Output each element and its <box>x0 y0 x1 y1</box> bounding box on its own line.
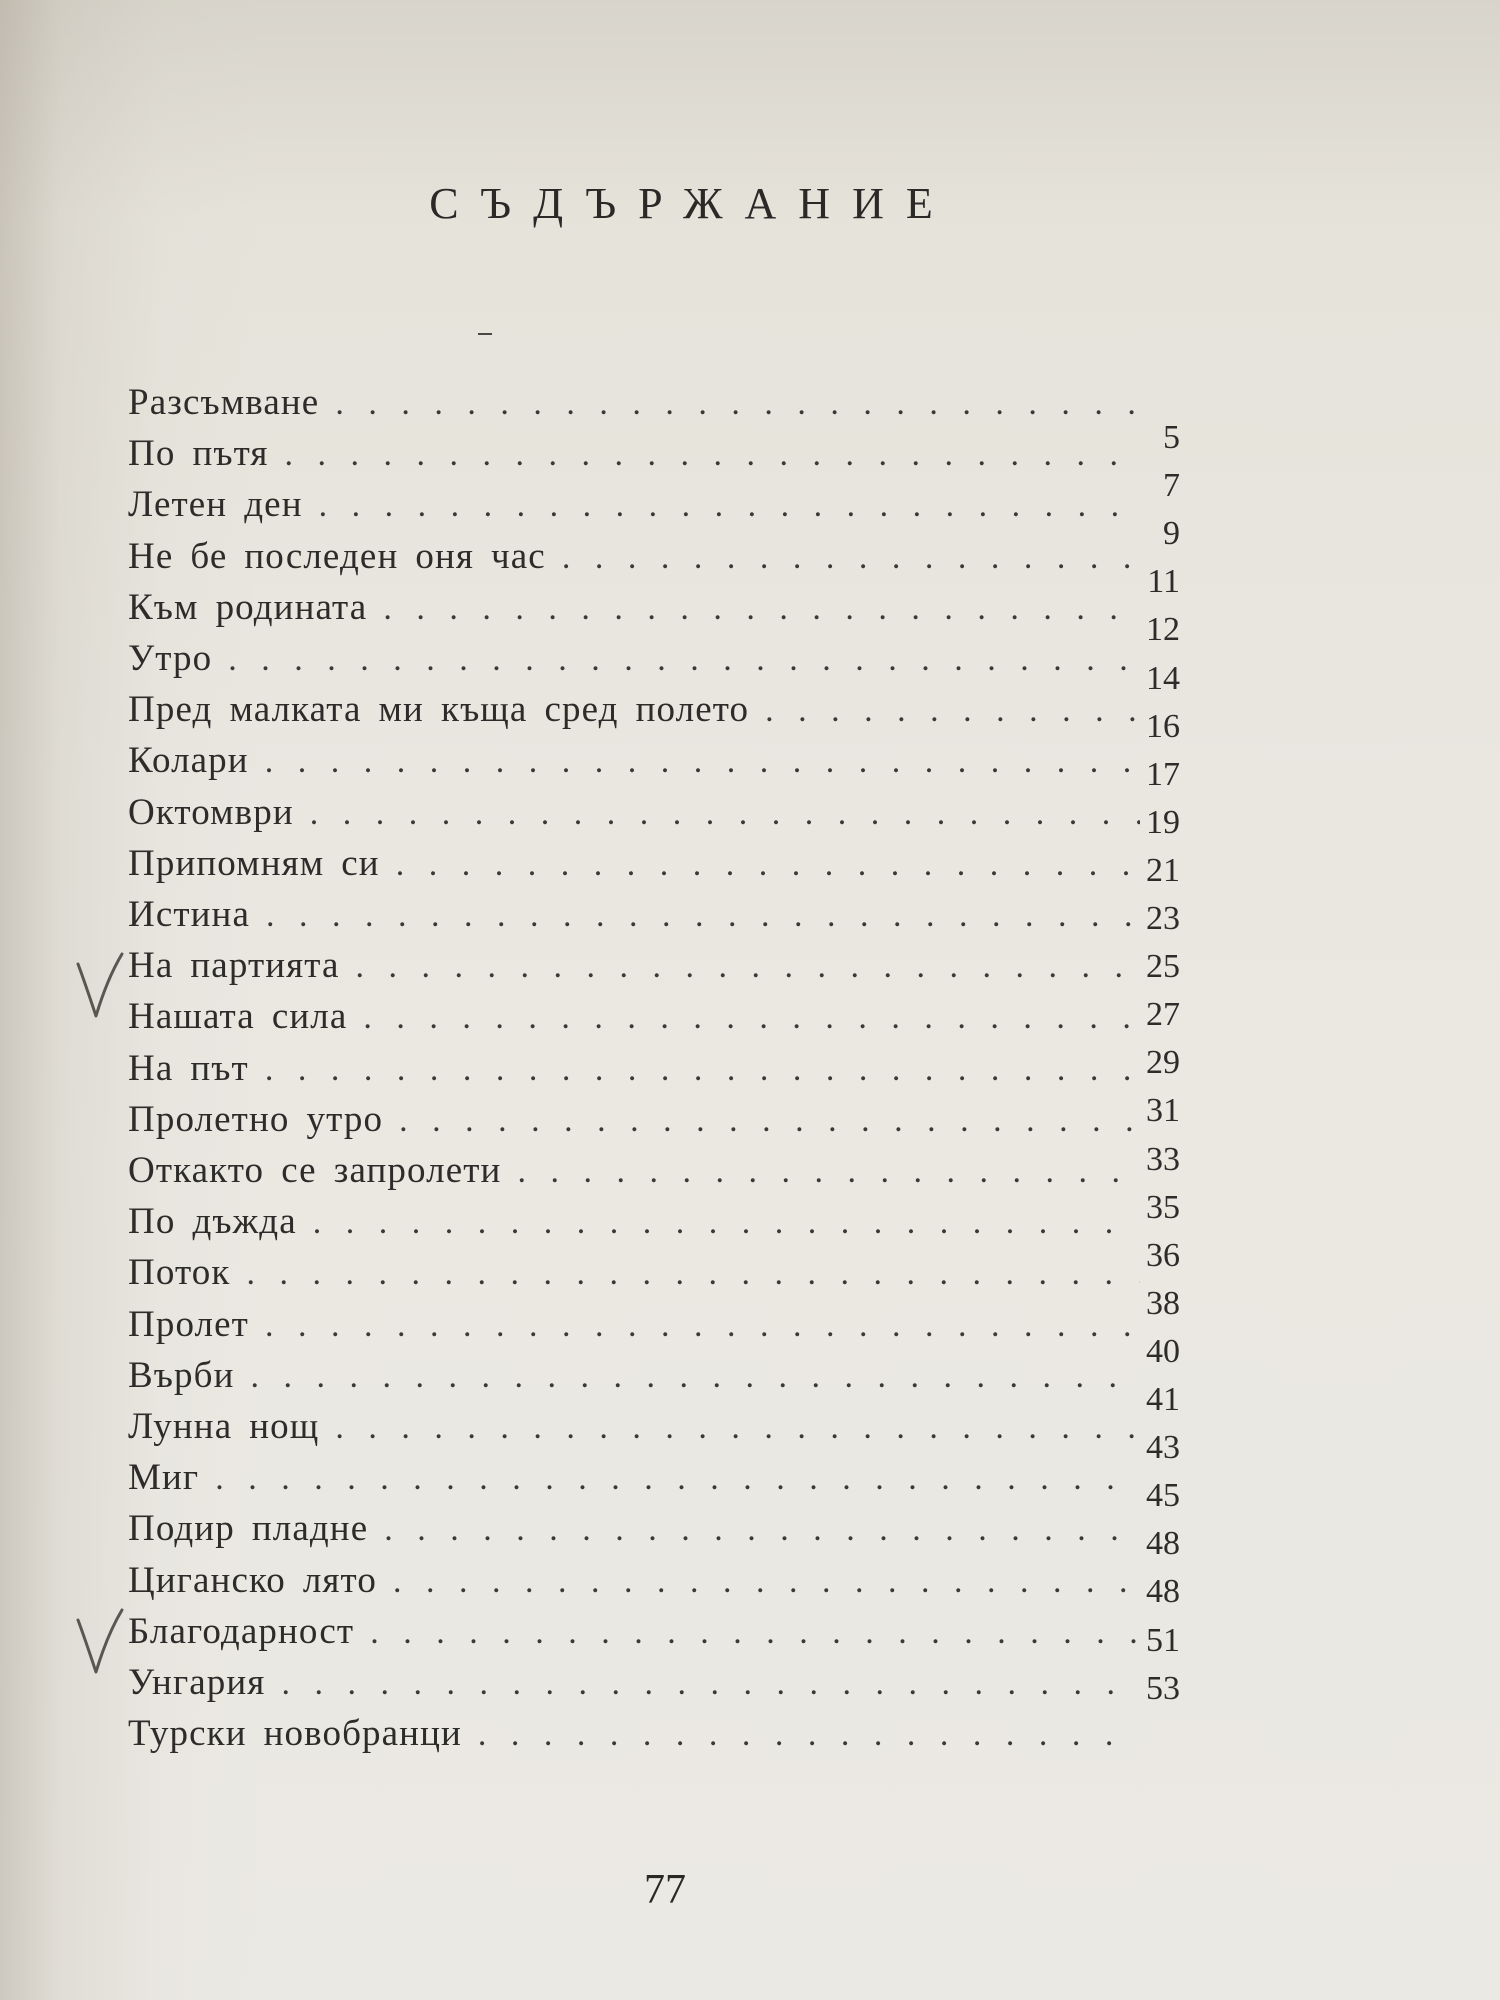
toc-page-number: 16 <box>1146 707 1180 745</box>
toc-entry <box>128 531 1140 582</box>
toc-page-number: 19 <box>1146 803 1180 841</box>
toc-page-number: 17 <box>1146 755 1180 793</box>
toc-page-number: 23 <box>1146 900 1180 937</box>
toc-entry-title: Унгария <box>128 1662 266 1703</box>
toc-entry <box>128 1606 1140 1657</box>
toc-entry-title: Пред малката ми къща сред полето <box>128 689 750 731</box>
toc-entry <box>128 838 1140 889</box>
toc-entry <box>128 1043 1140 1094</box>
dot-leader <box>562 532 1140 583</box>
toc-entry <box>128 1503 1140 1554</box>
dot-leader <box>266 890 1140 941</box>
dot-leader <box>356 941 1140 992</box>
toc-page-number: 40 <box>1146 1332 1180 1370</box>
toc-entry <box>128 582 1140 633</box>
toc-page-number: 36 <box>1146 1236 1180 1274</box>
toc-entry <box>128 1401 1140 1452</box>
dot-leader <box>396 839 1140 890</box>
toc-page-number: 27 <box>1146 996 1180 1034</box>
toc-entry <box>128 1094 1140 1145</box>
dot-leader <box>265 736 1140 787</box>
toc-page-number: 53 <box>1146 1669 1180 1707</box>
toc-entry-title: Миг <box>128 1457 200 1499</box>
toc-entry <box>128 991 1140 1042</box>
toc-entry <box>128 684 1140 735</box>
dot-leader <box>765 685 1140 736</box>
toc-page-number: 35 <box>1146 1188 1180 1226</box>
toc-page-number: 29 <box>1146 1044 1180 1082</box>
toc-entry-title: Не бе последен оня час <box>128 535 546 577</box>
toc-entry-title: Октомври <box>128 791 294 833</box>
dot-leader <box>281 1658 1140 1709</box>
toc-entry-title: Утро <box>128 638 213 679</box>
toc-entry-title: Нашата сила <box>128 996 348 1038</box>
toc-entry-title: Върби <box>128 1354 235 1396</box>
toc-page-number: 33 <box>1146 1140 1180 1178</box>
toc-entry-title: Подир пладне <box>128 1508 369 1550</box>
dot-leader <box>215 1453 1140 1504</box>
toc-entry <box>128 479 1140 530</box>
dot-leader <box>251 1351 1141 1402</box>
toc-entry-title: Разсъмване <box>128 382 320 423</box>
dot-leader <box>370 1607 1140 1658</box>
toc-page-number: 7 <box>1163 467 1180 505</box>
dot-leader <box>265 1300 1140 1351</box>
toc-entry-title: На партията <box>128 945 340 987</box>
toc-entry-title: Пролет <box>128 1303 249 1345</box>
dot-leader <box>285 429 1140 480</box>
toc-page-number: 51 <box>1146 1621 1180 1659</box>
toc-entry-title: Благодарност <box>128 1610 355 1652</box>
toc-entry <box>128 1247 1140 1298</box>
dot-leader <box>335 1402 1140 1453</box>
toc-entry <box>128 1452 1140 1503</box>
toc-entry-title: Пролетно утро <box>128 1098 384 1140</box>
page-title: СЪДЪРЖАНИЕ <box>429 179 955 228</box>
divider-dash <box>478 333 492 335</box>
toc-entry-title: По пътя <box>128 433 269 475</box>
toc-entry-title: Към родината <box>128 586 368 628</box>
dot-leader <box>393 1556 1140 1607</box>
dot-leader <box>265 1044 1140 1095</box>
toc-entry-title: Припомням си <box>128 842 380 884</box>
toc-page-number: 25 <box>1146 948 1180 986</box>
dot-leader <box>310 788 1140 839</box>
check-mark-icon <box>74 1606 126 1678</box>
toc-page-number: 48 <box>1146 1525 1180 1563</box>
toc-entry <box>128 787 1140 838</box>
toc-entry-title: Колари <box>128 740 249 782</box>
footer-page-number: 77 <box>644 1867 686 1913</box>
dot-leader <box>246 1248 1140 1299</box>
toc-page-number: 45 <box>1146 1477 1180 1515</box>
toc-entry <box>128 940 1140 991</box>
dot-leader <box>384 1504 1140 1555</box>
dot-leader <box>517 1146 1140 1197</box>
toc-entry <box>128 1196 1140 1247</box>
toc-page-number: 43 <box>1146 1429 1180 1467</box>
toc-entry <box>128 1350 1140 1401</box>
toc-page-number: 38 <box>1146 1284 1180 1322</box>
toc-entry <box>128 1708 1140 1759</box>
toc-page-number: 14 <box>1146 659 1180 697</box>
toc-entry <box>128 1299 1140 1350</box>
dot-leader <box>478 1709 1140 1760</box>
toc-entry <box>128 633 1140 684</box>
toc-entry <box>128 1145 1140 1196</box>
dot-leader <box>228 634 1140 685</box>
toc-page-number: 31 <box>1146 1092 1180 1130</box>
toc-page-number: 41 <box>1146 1381 1180 1418</box>
toc-entry-title: Лунна нощ <box>128 1406 320 1447</box>
toc-entry-title: Истина <box>128 894 250 935</box>
toc-page-number: 9 <box>1163 515 1180 553</box>
toc-page-number: 5 <box>1163 419 1180 456</box>
dot-leader <box>319 480 1140 531</box>
toc-page-number: 21 <box>1146 851 1180 889</box>
toc-page-number: 48 <box>1146 1573 1180 1611</box>
toc-entry-title: По дъжда <box>128 1201 297 1243</box>
toc-page-number: 11 <box>1147 563 1180 601</box>
toc-entry-title: На път <box>128 1047 249 1089</box>
dot-leader <box>313 1197 1140 1248</box>
dot-leader <box>335 378 1140 429</box>
dot-leader <box>399 1095 1140 1146</box>
dot-leader <box>363 992 1140 1043</box>
toc-entry <box>128 1657 1140 1708</box>
toc-entry <box>128 428 1140 479</box>
dot-leader <box>383 583 1140 634</box>
toc-entry <box>128 889 1140 940</box>
toc-entry-title: Откакто се запролети <box>128 1150 502 1191</box>
toc-entry-title: Поток <box>128 1252 231 1294</box>
toc-entry <box>128 735 1140 786</box>
toc-page-number: 12 <box>1146 611 1180 649</box>
toc-entry <box>128 377 1140 428</box>
toc-entry-title: Циганско лято <box>128 1559 377 1601</box>
toc-entry <box>128 1555 1140 1606</box>
check-mark-icon <box>74 950 126 1022</box>
toc-entry-title: Турски новобранци <box>128 1713 462 1755</box>
toc-entry-title: Летен ден <box>128 484 303 526</box>
